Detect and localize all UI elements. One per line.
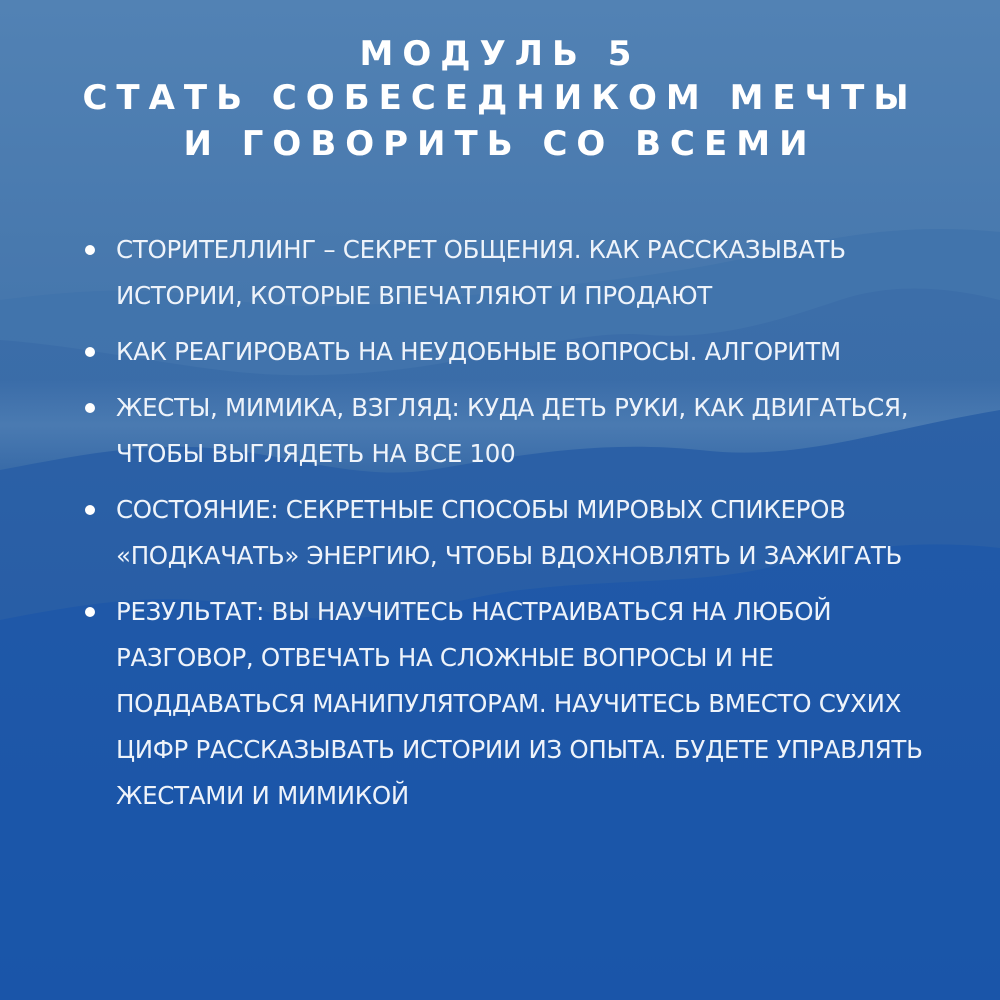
list-item — [82, 589, 962, 819]
module-title-line-1: СТАТЬ СОБЕСЕДНИКОМ МЕЧТЫ — [82, 78, 918, 118]
list-item-text: ЖЕСТЫ, МИМИКА, ВЗГЛЯД: КУДА ДЕТЬ РУКИ, КАК ДВИГАТЬСЯ, ЧТОБЫ ВЫГЛЯДЕТЬ НА ВСЕ 100 — [116, 393, 909, 468]
bullet-dot-icon — [85, 347, 95, 357]
list-item-text: СОСТОЯНИЕ: СЕКРЕТНЫЕ СПОСОБЫ МИРОВЫХ СПИКЕРОВ «ПОДКАЧАТЬ» ЭНЕРГИЮ, ЧТОБЫ ВДОХНОВЛЯТЬ И ЗАЖИГАТЬ — [116, 495, 903, 570]
bullet-dot-icon — [85, 245, 95, 255]
bullet-dot-icon — [85, 607, 95, 617]
list-item — [82, 385, 962, 477]
bullet-dot-icon — [85, 505, 95, 515]
module-topics-list — [82, 227, 962, 819]
list-item-text: РЕЗУЛЬТАТ: ВЫ НАУЧИТЕСЬ НАСТРАИВАТЬСЯ НА ЛЮБОЙ РАЗГОВОР, ОТВЕЧАТЬ НА СЛОЖНЫЕ ВОПРОСЫ И НЕ ПОДДАВАТЬСЯ МАНИПУЛЯТОРАМ. НАУЧИТЕСЬ ВМЕСТО СУХИХ ЦИФР РАССКАЗЫВАТЬ ИСТОРИИ ИЗ ОПЫТА. БУДЕТЕ УПРАВЛЯТЬ ЖЕСТАМИ И МИМИКОЙ — [116, 597, 923, 810]
module-title-line-2: И ГОВОРИТЬ СО ВСЕМИ — [183, 124, 817, 164]
list-item — [82, 329, 962, 375]
bullet-dot-icon — [85, 403, 95, 413]
list-item — [82, 227, 962, 319]
list-item-text: КАК РЕАГИРОВАТЬ НА НЕУДОБНЫЕ ВОПРОСЫ. АЛГОРИТМ — [116, 337, 841, 366]
list-item — [82, 487, 962, 579]
module-number-heading: МОДУЛЬ 5 — [359, 34, 641, 74]
list-item-text: СТОРИТЕЛЛИНГ – СЕКРЕТ ОБЩЕНИЯ. КАК РАССКАЗЫВАТЬ ИСТОРИИ, КОТОРЫЕ ВПЕЧАТЛЯЮТ И ПРОДАЮТ — [116, 235, 846, 310]
